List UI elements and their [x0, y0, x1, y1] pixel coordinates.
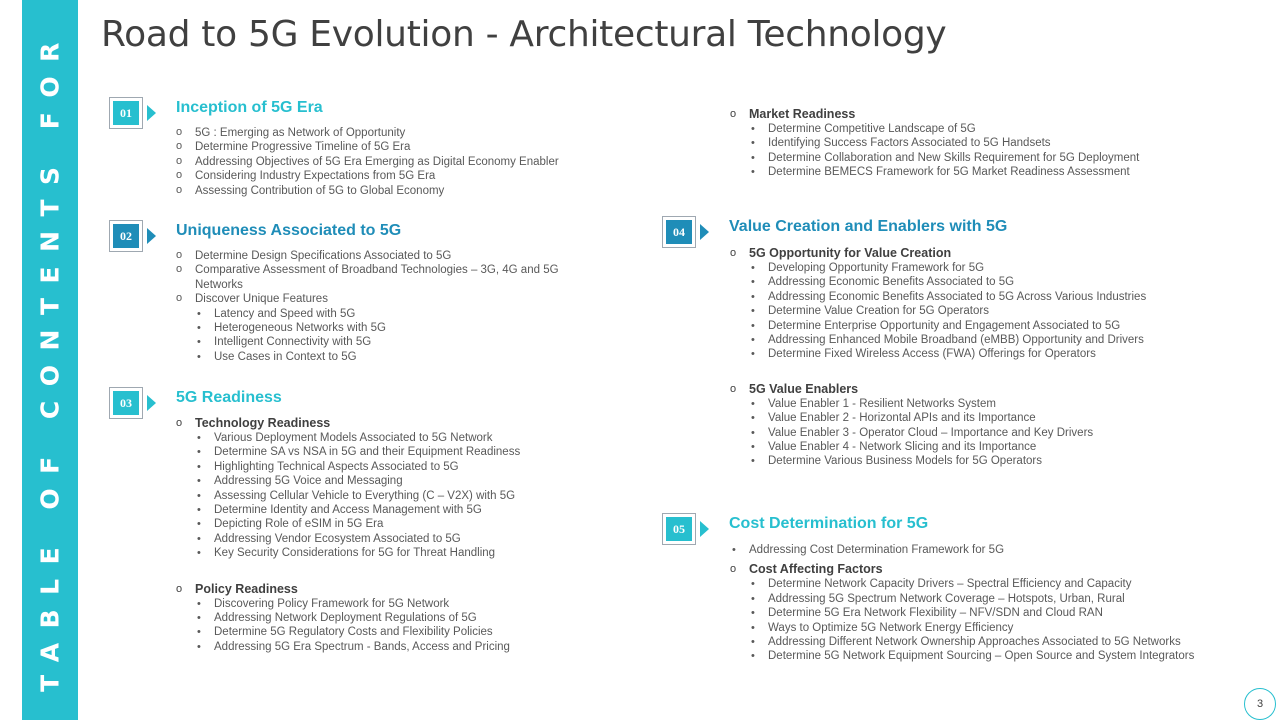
arrow-right-icon	[700, 521, 709, 537]
sub-list-item: • Highlighting Technical Aspects Associated to 5G	[175, 460, 520, 474]
section-items	[175, 249, 575, 364]
section-number: 05	[666, 517, 692, 541]
sub-list-item: • Identifying Success Factors Associated to 5G Handsets	[729, 136, 1139, 150]
section-number-badge	[662, 513, 696, 545]
list-item: o Comparative Assessment of Broadband Technologies – 3G, 4G and 5G Networks	[175, 263, 575, 292]
sub-list-item: • Addressing Network Deployment Regulations of 5G	[175, 611, 520, 625]
sub-list-item: • Use Cases in Context to 5G	[175, 350, 575, 364]
sub-list-item: • Determine Fixed Wireless Access (FWA) Offerings for Operators	[729, 347, 1146, 361]
sub-list-item: • Addressing Vendor Ecosystem Associated to 5G	[175, 532, 520, 546]
list-item: o 5G : Emerging as Network of Opportunity	[175, 126, 559, 140]
sub-list-item: • Intelligent Connectivity with 5G	[175, 335, 575, 349]
sub-list-item: • Determine BEMECS Framework for 5G Market Readiness Assessment	[729, 165, 1139, 179]
list-item: o Determine Progressive Timeline of 5G Era	[175, 140, 559, 154]
section-items	[175, 126, 559, 198]
sub-list-item: • Depicting Role of eSIM in 5G Era	[175, 517, 520, 531]
spacer	[175, 561, 520, 581]
sub-list-item: • Determine 5G Regulatory Costs and Flexibility Policies	[175, 625, 520, 639]
subsection-heading: o Market Readiness	[729, 106, 1139, 122]
sub-list-item: • Assessing Cellular Vehicle to Everything (C – V2X) with 5G	[175, 489, 520, 503]
section-items	[175, 415, 520, 654]
sub-list-item: • Determine Identity and Access Management with 5G	[175, 503, 520, 517]
list-item: o Addressing Objectives of 5G Era Emerging as Digital Economy Enabler	[175, 155, 559, 169]
section-number-badge	[109, 387, 143, 419]
sub-list-item: • Determine 5G Era Network Flexibility – NFV/SDN and Cloud RAN	[729, 606, 1194, 620]
sub-list-item: • Addressing 5G Era Spectrum - Bands, Access and Pricing	[175, 640, 520, 654]
sub-list-item: • Value Enabler 2 - Horizontal APIs and its Importance	[729, 411, 1146, 425]
sub-list-item: • Addressing Economic Benefits Associated to 5G Across Various Industries	[729, 290, 1146, 304]
section-title: Uniqueness Associated to 5G	[176, 222, 402, 239]
sub-list-item: • Determine Network Capacity Drivers – Spectral Efficiency and Capacity	[729, 577, 1194, 591]
toc-sidebar	[22, 0, 78, 720]
sub-list-item: • Discovering Policy Framework for 5G Network	[175, 597, 520, 611]
section-number: 03	[113, 391, 139, 415]
section-title: Cost Determination for 5G	[729, 515, 929, 532]
sub-list-item: • Determine Collaboration and New Skills Requirement for 5G Deployment	[729, 151, 1139, 165]
sub-list-item: • Addressing Enhanced Mobile Broadband (eMBB) Opportunity and Drivers	[729, 333, 1146, 347]
section-number: 04	[666, 220, 692, 244]
sub-list-item: • Determine Various Business Models for 5G Operators	[729, 454, 1146, 468]
section-number-badge	[109, 220, 143, 252]
subsection-heading: o 5G Value Enablers	[729, 381, 1146, 397]
sub-list-item: • Addressing 5G Spectrum Network Coverage – Hotspots, Urban, Rural	[729, 592, 1194, 606]
section-title: 5G Readiness	[176, 389, 282, 406]
sub-list-item: • Determine 5G Network Equipment Sourcing – Open Source and System Integrators	[729, 649, 1194, 663]
arrow-right-icon	[147, 395, 156, 411]
subsection-heading: o 5G Opportunity for Value Creation	[729, 245, 1146, 261]
section-items	[729, 245, 1146, 469]
section-items	[729, 543, 1194, 664]
sub-list-item: • Determine Value Creation for 5G Operators	[729, 304, 1146, 318]
sub-list-item: • Determine SA vs NSA in 5G and their Equipment Readiness	[175, 445, 520, 459]
arrow-right-icon	[147, 228, 156, 244]
market-readiness	[729, 106, 1139, 180]
sidebar-label: TABLE OF CONTENTS FOR	[35, 28, 65, 692]
page-number: 3	[1244, 688, 1276, 720]
subsection-heading: o Policy Readiness	[175, 581, 520, 597]
sub-list-item: • Value Enabler 4 - Network Slicing and its Importance	[729, 440, 1146, 454]
section-number-badge	[662, 216, 696, 248]
sub-list-item: • Key Security Considerations for 5G for Threat Handling	[175, 546, 520, 560]
spacer	[729, 362, 1146, 381]
sub-list-item: • Determine Enterprise Opportunity and Engagement Associated to 5G	[729, 319, 1146, 333]
list-item: o Considering Industry Expectations from 5G Era	[175, 169, 559, 183]
sub-list-item: • Ways to Optimize 5G Network Energy Efficiency	[729, 621, 1194, 635]
arrow-right-icon	[700, 224, 709, 240]
page-title: Road to 5G Evolution - Architectural Technology	[101, 14, 947, 55]
sub-list-item: • Value Enabler 1 - Resilient Networks System	[729, 397, 1146, 411]
sub-list-item: • Determine Competitive Landscape of 5G	[729, 122, 1139, 136]
sub-list-item: • Addressing 5G Voice and Messaging	[175, 474, 520, 488]
section-title: Value Creation and Enablers with 5G	[729, 218, 1008, 235]
sub-list-item: • Addressing Different Network Ownership Approaches Associated to 5G Networks	[729, 635, 1194, 649]
subsection-heading: o Cost Affecting Factors	[729, 561, 1194, 577]
section-number: 01	[113, 101, 139, 125]
section-number-badge	[109, 97, 143, 129]
list-item: • Addressing Cost Determination Framework for 5G	[729, 543, 1194, 557]
sub-list-item: • Addressing Economic Benefits Associated to 5G	[729, 275, 1146, 289]
subsection-heading: o Technology Readiness	[175, 415, 520, 431]
list-item: o Determine Design Specifications Associated to 5G	[175, 249, 575, 263]
sub-list-item: • Heterogeneous Networks with 5G	[175, 321, 575, 335]
sub-list-item: • Latency and Speed with 5G	[175, 307, 575, 321]
sub-list-item: • Developing Opportunity Framework for 5G	[729, 261, 1146, 275]
sub-list-item: • Value Enabler 3 - Operator Cloud – Importance and Key Drivers	[729, 426, 1146, 440]
section-number: 02	[113, 224, 139, 248]
sub-list-item: • Various Deployment Models Associated to 5G Network	[175, 431, 520, 445]
list-item: o Assessing Contribution of 5G to Global Economy	[175, 184, 559, 198]
arrow-right-icon	[147, 105, 156, 121]
section-title: Inception of 5G Era	[176, 99, 323, 116]
list-item: o Discover Unique Features	[175, 292, 575, 306]
